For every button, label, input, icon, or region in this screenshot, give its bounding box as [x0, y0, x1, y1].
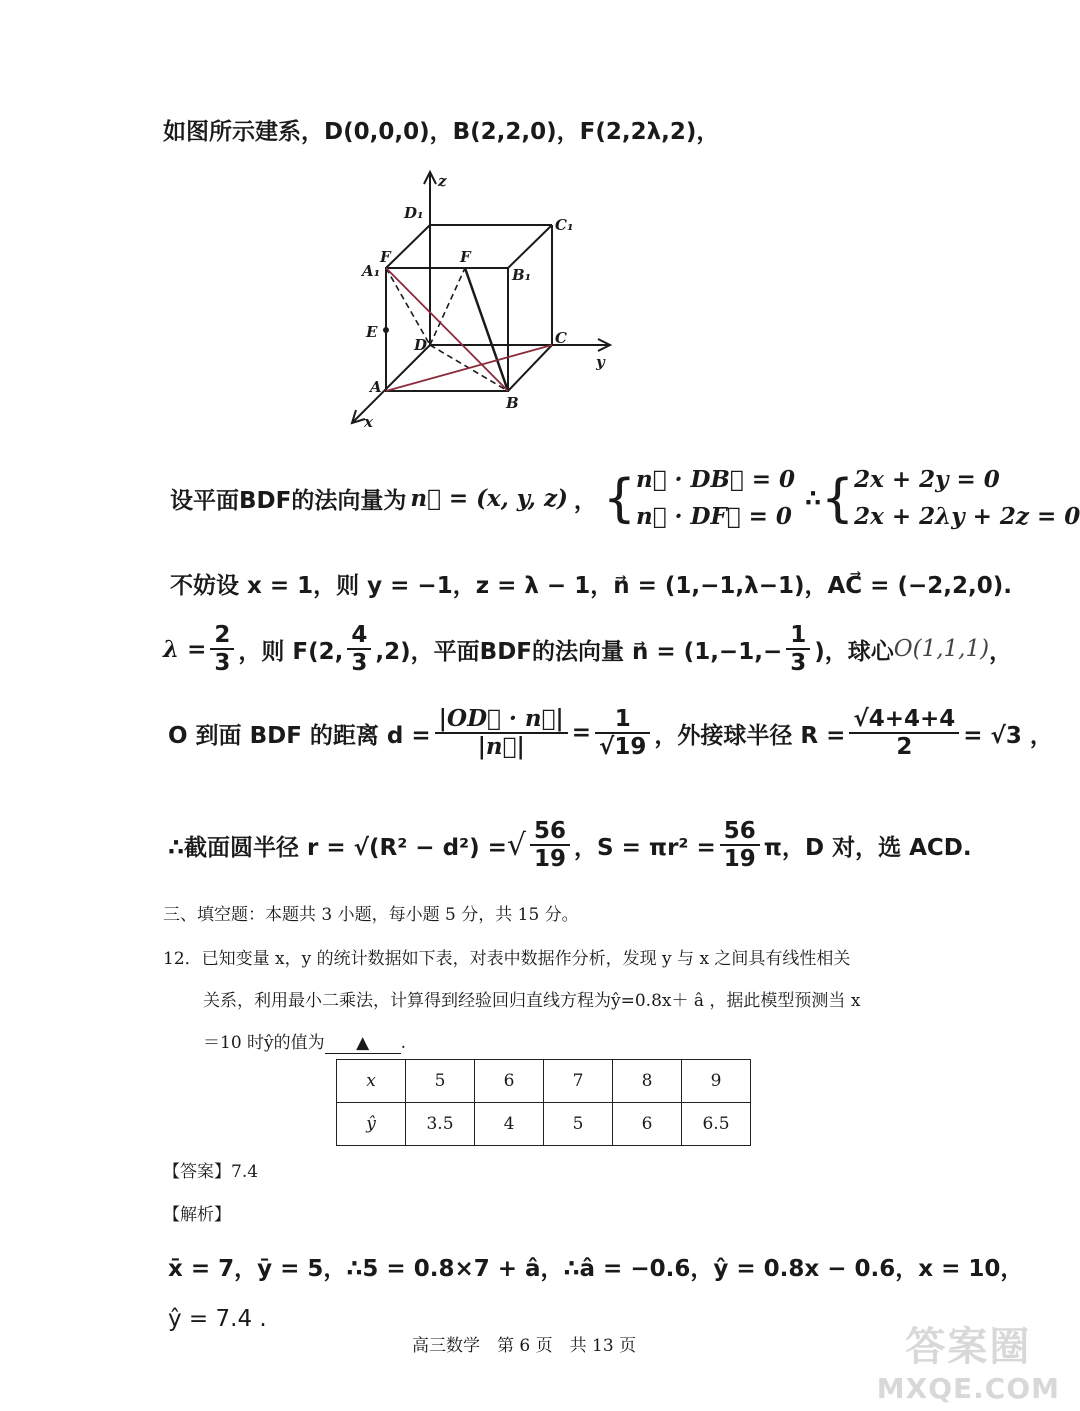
table-cell: 5 [406, 1060, 475, 1103]
n-den: 3 [790, 650, 807, 677]
n-tail: )，球心 [814, 638, 894, 665]
label-D: D [414, 336, 428, 354]
radius-tail: = √3 ， [963, 722, 1053, 749]
condition-db: n⃗ · DB⃗ = 0 [635, 466, 796, 493]
table-cell: 3.5 [406, 1103, 475, 1146]
label-A: A [370, 378, 382, 396]
equation-2: 2x + 2λy + 2z = 0 [854, 502, 1080, 530]
label-D1: D₁ [404, 204, 424, 222]
condition-df: n⃗ · DF⃗ = 0 [635, 502, 792, 530]
answer-blank: ▲ [325, 1033, 401, 1054]
label-B: B [506, 394, 519, 412]
distance-den: |n⃗| [477, 733, 525, 761]
label-C1: C₁ [555, 216, 574, 234]
radius-num: √4+4+4 [849, 706, 959, 734]
q12-line-2: 关系，利用最小二乘法，计算得到经验回归直线方程为ŷ=0.8x＋ â ，据此模型预测当 x [203, 991, 861, 1011]
label-y: y [596, 353, 605, 371]
normal-vector-line: 设平面BDF的法向量为 n⃗ = (x, y, z) ， { n⃗ · DB⃗ = 0 n⃗ · DF⃗ = 0 ∴ { 2x + 2y = 0 2x + 2λy + 2z = 0 [170, 462, 1080, 536]
analysis-heading: 【解析】 [163, 1205, 231, 1225]
table-cell: 7 [544, 1060, 613, 1103]
distance-num: |OD⃗ · n⃗| [435, 706, 568, 734]
distance-value-den: √19 [599, 734, 647, 761]
label-B1: B₁ [512, 266, 532, 284]
table-cell: 6 [475, 1060, 544, 1103]
label-x: x [364, 413, 373, 431]
intro-line: 如图所示建系，D(0,0,0)，B(2,2,0)，F(2,2λ,2)， [163, 119, 720, 145]
page-footer: 高三数学 第 6 页 共 13 页 [412, 1336, 637, 1356]
q12-line-1: 12．已知变量 x，y 的统计数据如下表，对表中数据作分析，发现 y 与 x 之间具有线性相关 [163, 949, 851, 969]
r-den: 19 [534, 846, 567, 873]
solution-line-1: x̄ = 7，ȳ = 5，∴5 = 0.8×7 + â，∴â = −0.6，ŷ = 0.8x − 0.6，x = 10， [168, 1256, 1024, 1282]
radius-den: 2 [896, 734, 913, 761]
normal-lead: 设平面BDF的法向量为 [170, 488, 407, 515]
q12-line-3 [203, 1028, 406, 1054]
s-den: 19 [723, 846, 756, 873]
f-tail: ,2)，平面BDF的法向量 n⃗ = (1,−1,− [375, 638, 783, 665]
radius-lead: ，外接球半径 R = [654, 722, 846, 749]
area-lead: ，S = πr² = [574, 834, 716, 861]
table-cell: 6 [613, 1103, 682, 1146]
q12-line-3-end: . [400, 1033, 407, 1053]
lambda-end: ， [989, 638, 1013, 665]
distance-value-num: 1 [595, 706, 650, 734]
table-cell: x [337, 1060, 406, 1103]
equation-1: 2x + 2y = 0 [854, 466, 1000, 493]
site-watermark [877, 1315, 1060, 1405]
s-num: 56 [720, 818, 760, 846]
label-z: z [438, 172, 447, 190]
answer-line: 【答案】7.4 [163, 1162, 259, 1182]
label-C: C [555, 329, 567, 347]
table-cell: 4 [475, 1103, 544, 1146]
label-E: E [366, 323, 378, 341]
q12-line-3-text: ＝10 时ŷ的值为 [203, 1033, 325, 1053]
distance-eq: = [571, 720, 592, 747]
f-num: 4 [347, 622, 371, 650]
lambda-eq: λ = [163, 635, 207, 663]
section-radius-line: ∴截面圆半径 r = √(R² − d²) = √ $\frac{56}{19}$ ，S = πr² = $\frac{56}{19}$ π，D 对，选 ACD. [168, 818, 972, 873]
table-row [337, 1103, 751, 1146]
data-table [336, 1059, 751, 1146]
table-cell: 6.5 [682, 1103, 751, 1146]
label-F-left: F [380, 248, 391, 266]
table-cell: ŷ [337, 1103, 406, 1146]
watermark-url: MXQE.COM [876, 1372, 1060, 1405]
table-row [337, 1060, 751, 1103]
section-radius-lead: ∴截面圆半径 r = √(R² − d²) = [168, 834, 507, 861]
lambda-line [163, 622, 1012, 677]
table-cell: 8 [613, 1060, 682, 1103]
assume-line: 不妨设 x = 1，则 y = −1，z = λ − 1，n⃗ = (1,−1,λ−1)，AC⃗ = (−2,2,0). [170, 573, 1012, 599]
normal-vec: n⃗ = (x, y, z) [410, 485, 568, 513]
area-tail: π，D 对，选 ACD. [763, 834, 972, 861]
distance-lead: O 到面 BDF 的距离 d = [168, 722, 431, 749]
distance-line [168, 706, 1053, 761]
solution-line-2: ŷ = 7.4 . [168, 1306, 267, 1332]
table-cell: 9 [682, 1060, 751, 1103]
r-num: 56 [530, 818, 570, 846]
f-den: 3 [351, 650, 368, 677]
cube-figure [330, 165, 620, 435]
lambda-den: 3 [214, 650, 231, 677]
sphere-center: O(1,1,1) [893, 636, 990, 663]
then-f: ，则 F(2, [238, 638, 344, 665]
n-num: 1 [786, 622, 810, 650]
label-F-top: F [460, 248, 471, 266]
watermark-logo-text: 答案圈 [905, 1324, 1032, 1370]
table-cell: 5 [544, 1103, 613, 1146]
lambda-num: 2 [210, 622, 234, 650]
therefore-symbol: ∴ [805, 485, 822, 512]
section-heading: 三、填空题：本题共 3 小题，每小题 5 分，共 15 分。 [163, 905, 579, 925]
label-A1: A₁ [362, 262, 381, 280]
